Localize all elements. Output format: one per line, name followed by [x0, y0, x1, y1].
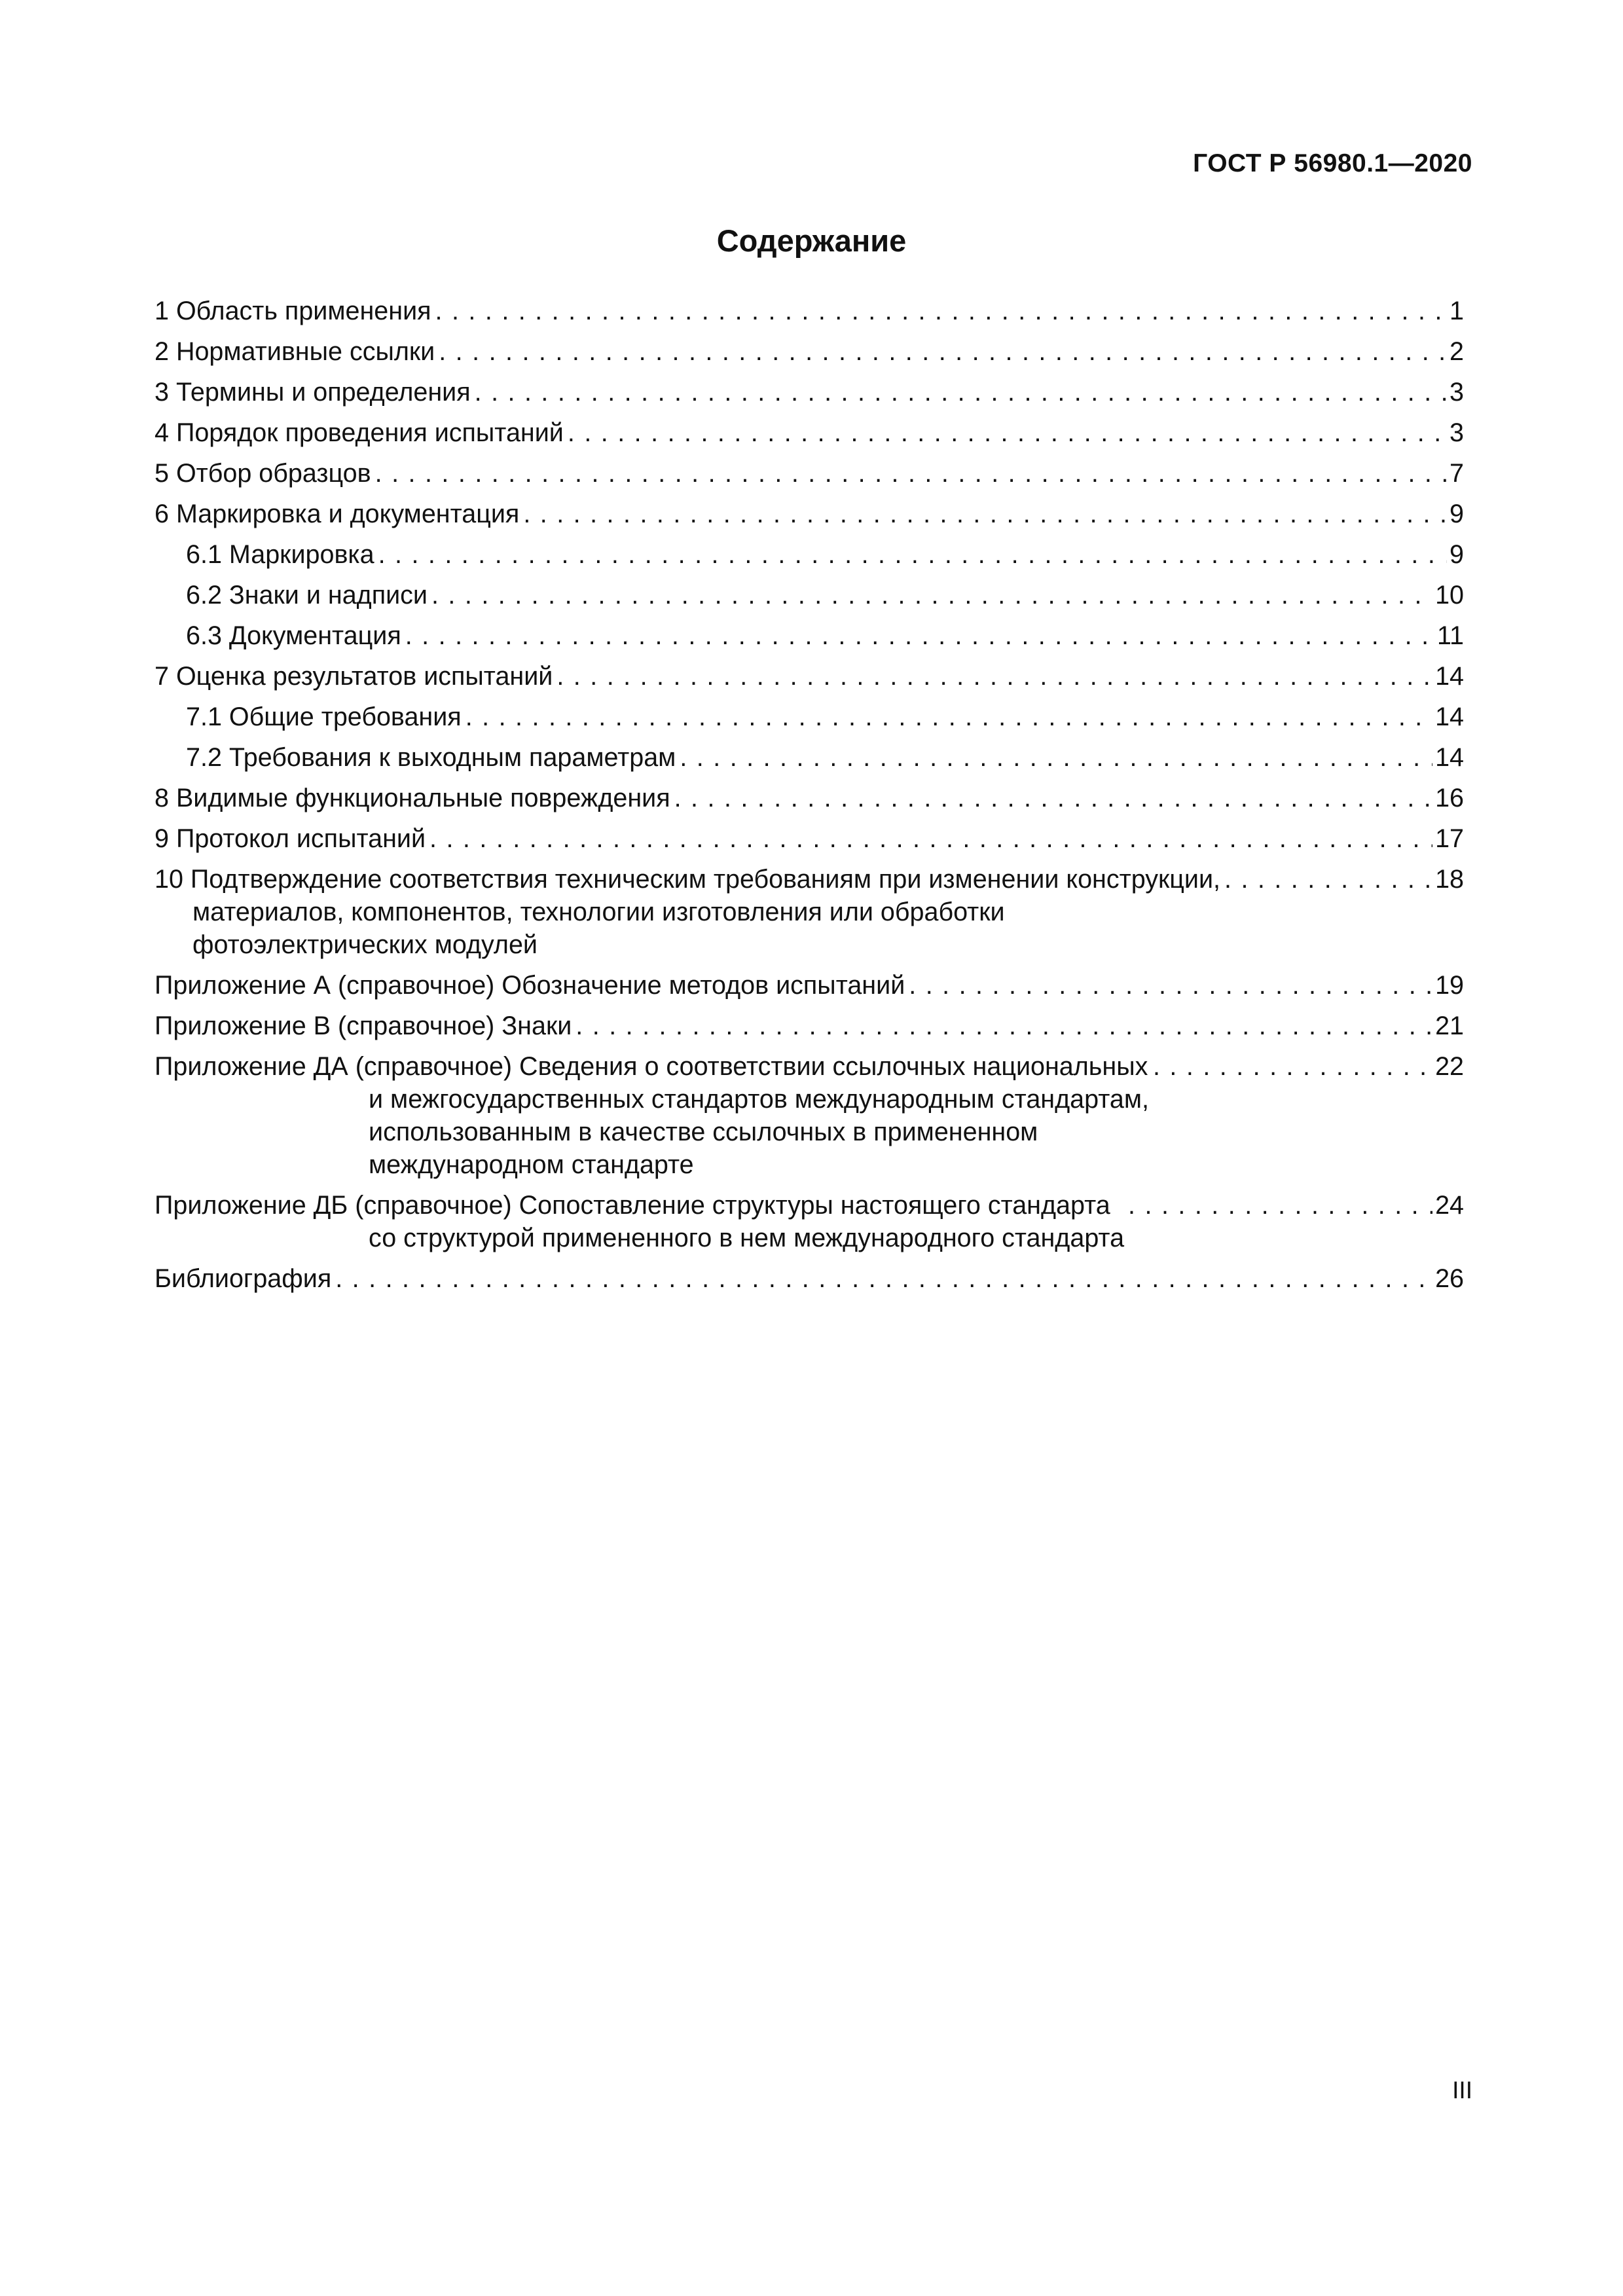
toc-entry[interactable]: [155, 376, 1464, 409]
dot-leader: [371, 457, 1447, 490]
dot-leader: [572, 1010, 1432, 1042]
dot-leader: [1149, 1050, 1432, 1083]
toc-entry[interactable]: [155, 498, 1464, 530]
toc-entry-page: 21: [1435, 1011, 1464, 1040]
toc-entry-page: 7: [1450, 459, 1464, 488]
table-of-contents: [155, 295, 1464, 1303]
toc-entry-page: 11: [1436, 621, 1464, 650]
toc-entry-line: Приложение ДА (справочное) Сведения о соответствии ссылочных национальных: [155, 1052, 1148, 1081]
toc-entry-label: 7.2 Требования к выходным параметрам: [186, 743, 676, 772]
toc-entry-page: 3: [1450, 378, 1464, 407]
dot-leader: [462, 701, 1432, 733]
toc-entry-page: 9: [1450, 540, 1464, 569]
toc-entry[interactable]: [155, 822, 1464, 855]
toc-entry[interactable]: [155, 1189, 1464, 1254]
toc-entry-label: 8 Видимые функциональные повреждения: [155, 784, 670, 812]
dot-leader: [471, 376, 1447, 409]
toc-entry-page: 10: [1435, 581, 1464, 610]
toc-entry-page: 17: [1435, 824, 1464, 853]
toc-entry-page: 1: [1450, 297, 1464, 325]
dot-leader: [426, 822, 1432, 855]
toc-entry[interactable]: [155, 335, 1464, 368]
toc-entry[interactable]: [155, 416, 1464, 449]
toc-entry-label: 3 Термины и определения: [155, 378, 471, 407]
toc-entry-page: 14: [1435, 702, 1464, 731]
toc-entry[interactable]: [155, 1050, 1464, 1181]
dot-leader: [1124, 1189, 1432, 1222]
toc-entry-label: 2 Нормативные ссылки: [155, 337, 435, 366]
dot-leader: [553, 660, 1432, 693]
toc-entry[interactable]: [155, 660, 1464, 693]
toc-entry-label: 6 Маркировка и документация: [155, 500, 520, 528]
toc-entry-label: [155, 1189, 1124, 1254]
toc-subentry[interactable]: [155, 741, 1464, 774]
toc-entry-label: 7 Оценка результатов испытаний: [155, 662, 553, 691]
toc-entry-label: [155, 1050, 1149, 1181]
toc-entry[interactable]: [155, 1010, 1464, 1042]
toc-entry-label: Приложение В (справочное) Знаки: [155, 1011, 572, 1040]
toc-entry-label: Приложение А (справочное) Обозначение методов испытаний: [155, 971, 905, 1000]
dot-leader: [905, 969, 1432, 1002]
toc-entry-label: [155, 863, 1220, 961]
toc-entry-line: 10 Подтверждение соответствия техническим требованиям при изменении конструкции,: [155, 865, 1220, 894]
dot-leader: [564, 416, 1447, 449]
toc-subentry[interactable]: [155, 619, 1464, 652]
toc-entry-page: 26: [1435, 1264, 1464, 1293]
toc-entry-label: 9 Протокол испытаний: [155, 824, 426, 853]
toc-entry-label: 6.3 Документация: [186, 621, 401, 650]
page-number: III: [1452, 2077, 1472, 2104]
standard-code: ГОСТ Р 56980.1—2020: [1193, 149, 1472, 177]
dot-leader: [435, 335, 1447, 368]
toc-entry[interactable]: [155, 457, 1464, 490]
toc-entry[interactable]: [155, 863, 1464, 961]
toc-entry-page: 9: [1450, 500, 1464, 528]
toc-entry-page: 22: [1435, 1052, 1464, 1081]
dot-leader: [431, 295, 1448, 327]
toc-entry-line: Приложение ДБ (справочное) Сопоставление структуры настоящего стандарта: [155, 1191, 1110, 1220]
toc-subentry[interactable]: [155, 579, 1464, 611]
dot-leader: [401, 619, 1434, 652]
toc-entry-line: международном стандарте: [369, 1150, 694, 1179]
toc-entry-label: 4 Порядок проведения испытаний: [155, 418, 564, 447]
toc-entry-label: 1 Область применения: [155, 297, 431, 325]
toc-entry-page: 14: [1435, 743, 1464, 772]
dot-leader: [374, 538, 1447, 571]
toc-entry-page: 16: [1435, 784, 1464, 812]
toc-title: Содержание: [716, 223, 907, 258]
toc-entry-label: 5 Отбор образцов: [155, 459, 371, 488]
dot-leader: [670, 782, 1432, 814]
dot-leader: [1220, 863, 1432, 896]
toc-entry-page: 24: [1435, 1191, 1464, 1220]
toc-entry-page: 2: [1450, 337, 1464, 366]
toc-entry[interactable]: [155, 969, 1464, 1002]
toc-entry-page: 19: [1435, 971, 1464, 1000]
toc-entry[interactable]: [155, 782, 1464, 814]
toc-subentry[interactable]: [155, 538, 1464, 571]
toc-entry-line: использованным в качестве ссылочных в примененном: [369, 1118, 1038, 1146]
toc-entry-line: и межгосударственных стандартов международным стандартам,: [369, 1085, 1149, 1114]
toc-entry[interactable]: [155, 295, 1464, 327]
toc-subentry[interactable]: [155, 701, 1464, 733]
toc-entry-page: 3: [1450, 418, 1464, 447]
toc-entry-page: 18: [1435, 865, 1464, 894]
toc-entry[interactable]: [155, 1262, 1464, 1295]
toc-entry-label: Библиография: [155, 1264, 332, 1293]
toc-entry-label: 7.1 Общие требования: [186, 702, 462, 731]
toc-entry-label: 6.1 Маркировка: [186, 540, 374, 569]
toc-entry-line: фотоэлектрических модулей: [192, 930, 538, 959]
dot-leader: [331, 1262, 1432, 1295]
dot-leader: [519, 498, 1447, 530]
toc-entry-page: 14: [1435, 662, 1464, 691]
dot-leader: [428, 579, 1432, 611]
toc-entry-line: со структурой примененного в нем международного стандарта: [369, 1224, 1125, 1252]
dot-leader: [676, 741, 1432, 774]
toc-entry-line: материалов, компонентов, технологии изготовления или обработки: [192, 898, 1005, 926]
toc-entry-label: 6.2 Знаки и надписи: [186, 581, 428, 610]
